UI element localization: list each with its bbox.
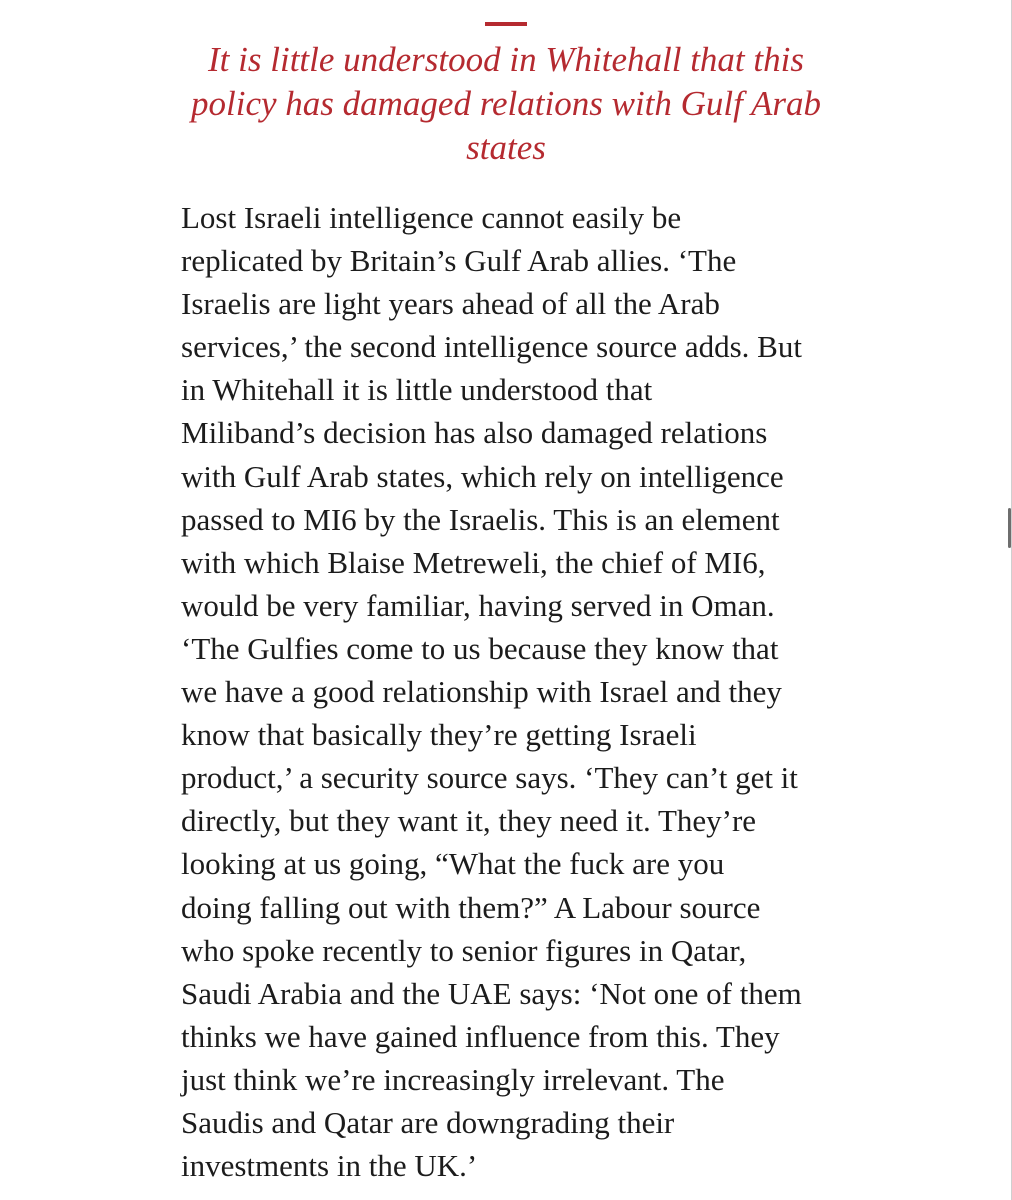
article-line: thinks we have gained influence from this. They bbox=[181, 1018, 780, 1054]
article-line: who spoke recently to senior figures in Qatar, bbox=[181, 932, 747, 968]
article-line: in Whitehall it is little understood that bbox=[181, 372, 653, 408]
article-line: Saudi Arabia and the UAE says: ‘Not one of them bbox=[181, 975, 802, 1011]
article-line: know that basically they’re getting Israeli bbox=[181, 717, 697, 753]
article-line: Saudis and Qatar are downgrading their bbox=[181, 1104, 675, 1140]
article-line: doing falling out with them?” A Labour source bbox=[181, 889, 761, 925]
article-line: would be very familiar, having served in Oman. bbox=[181, 587, 775, 623]
article-line: services,’ the second intelligence source adds. But bbox=[181, 329, 802, 365]
scrollbar-thumb[interactable] bbox=[1008, 508, 1011, 548]
pull-quote-text: It is little understood in Whitehall that this policy has damaged relations with Gulf Arab states bbox=[191, 40, 821, 167]
article-line: looking at us going, “What the fuck are you bbox=[181, 846, 725, 882]
article-line: product,’ a security source says. ‘They can’t get it bbox=[181, 760, 798, 796]
article-line: ‘The Gulfies come to us because they know that bbox=[181, 630, 779, 666]
article-line: Miliband’s decision has also damaged relations bbox=[181, 415, 768, 451]
article-line: we have a good relationship with Israel and they bbox=[181, 674, 782, 710]
article-line: Israelis are light years ahead of all the Arab bbox=[181, 286, 720, 322]
article-line: with which Blaise Metreweli, the chief of MI6, bbox=[181, 544, 766, 580]
article-line: Lost Israeli intelligence cannot easily be bbox=[181, 200, 682, 235]
pull-quote-rule bbox=[485, 22, 527, 26]
article-line: with Gulf Arab states, which rely on intelligence bbox=[181, 458, 784, 494]
article-line: just think we’re increasingly irrelevant. The bbox=[181, 1061, 725, 1097]
pull-quote bbox=[180, 22, 832, 170]
article-line: replicated by Britain’s Gulf Arab allies. ‘The bbox=[181, 243, 737, 279]
article-line: passed to MI6 by the Israelis. This is an element bbox=[181, 501, 780, 537]
article-line: directly, but they want it, they need it. They’re bbox=[181, 803, 757, 839]
article-line: investments in the UK.’ bbox=[181, 1148, 478, 1184]
article-body bbox=[181, 196, 831, 1187]
